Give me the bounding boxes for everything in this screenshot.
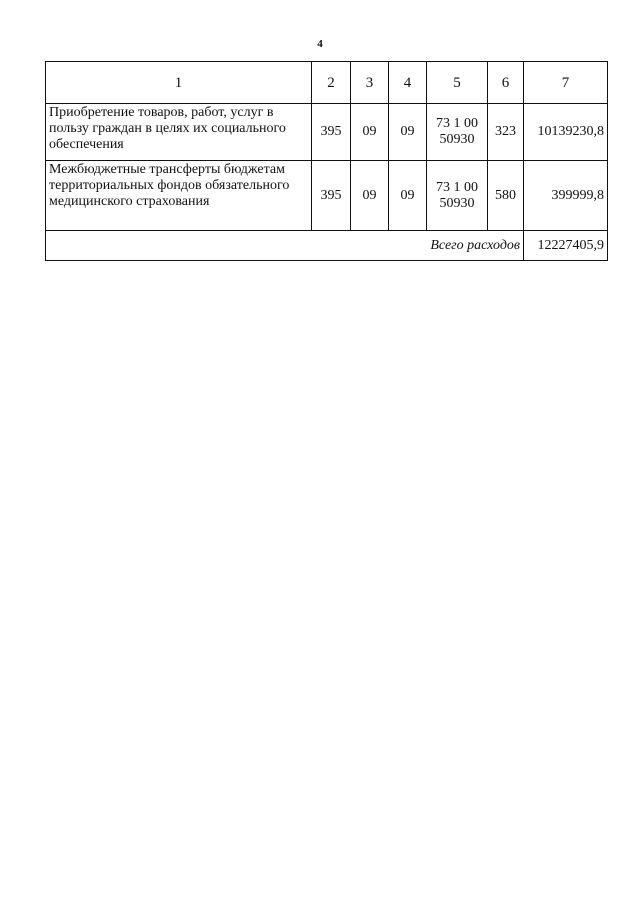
table-row (46, 104, 608, 161)
cell-col4: 09 (389, 104, 427, 161)
column-header: 4 (389, 62, 427, 104)
total-amount: 12227405,9 (524, 231, 608, 261)
cell-code (427, 161, 488, 231)
cell-col2: 395 (312, 104, 351, 161)
cell-amount: 10139230,8 (524, 104, 608, 161)
total-row (46, 231, 608, 261)
table-row (46, 161, 608, 231)
cell-col2: 395 (312, 161, 351, 231)
column-header: 2 (312, 62, 351, 104)
cell-col6: 580 (488, 161, 524, 231)
total-label: Всего расходов (46, 231, 524, 261)
page-number: 4 (317, 38, 323, 50)
code-line-1: 73 1 00 (436, 179, 478, 195)
column-header: 1 (46, 62, 312, 104)
column-header: 7 (524, 62, 608, 104)
expense-name: Межбюджетные трансферты бюджетам территориальных фондов обязательного медицинского страхования (46, 161, 312, 231)
expense-name: Приобретение товаров, работ, услуг в пользу граждан в целях их социального обеспечения (46, 104, 312, 161)
cell-amount: 399999,8 (524, 161, 608, 231)
expenditure-table (45, 61, 608, 261)
cell-col3: 09 (351, 161, 389, 231)
cell-code (427, 104, 488, 161)
code-line-2: 50930 (439, 195, 475, 211)
code-line-1: 73 1 00 (436, 116, 478, 131)
cell-col3: 09 (351, 104, 389, 161)
column-header: 6 (488, 62, 524, 104)
column-header: 3 (351, 62, 389, 104)
table-header-row (46, 62, 608, 104)
code-line-2: 50930 (439, 132, 475, 147)
cell-col6: 323 (488, 104, 524, 161)
column-header: 5 (427, 62, 488, 104)
cell-col4: 09 (389, 161, 427, 231)
